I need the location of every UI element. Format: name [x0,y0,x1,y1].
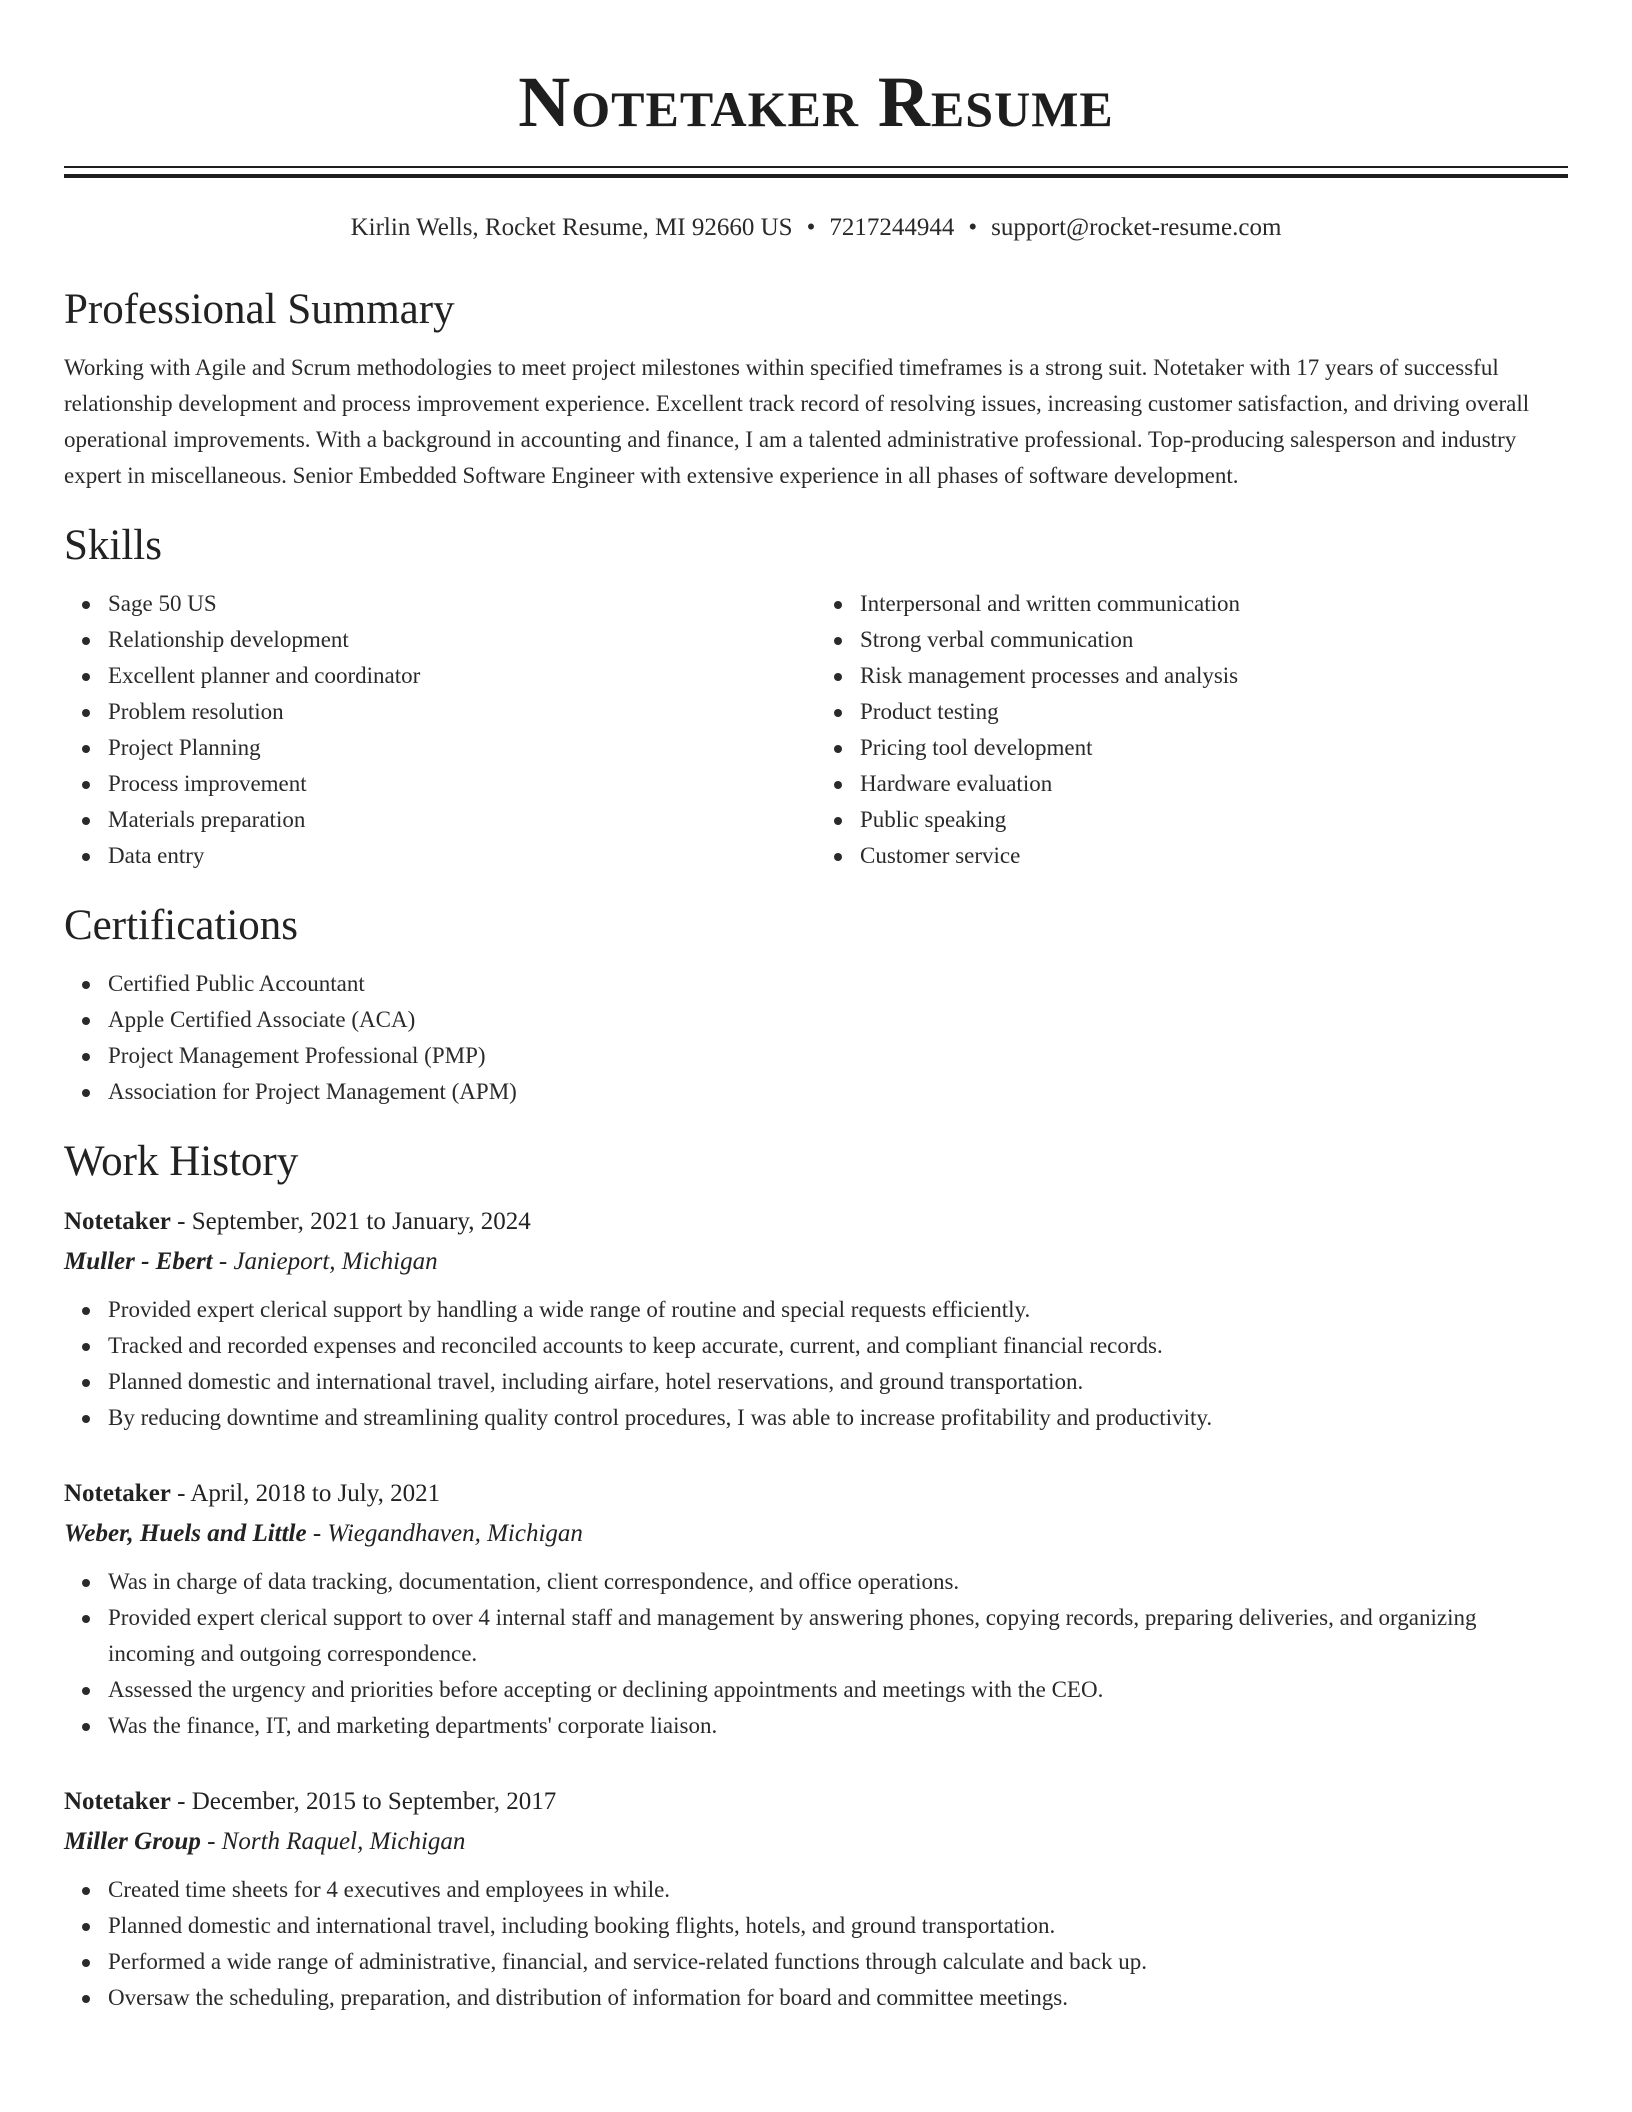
resume-title: Notetaker Resume [518,62,1114,142]
skills-columns [64,586,1568,874]
skills-list-left [64,586,816,874]
summary-heading: Professional Summary [64,286,455,333]
job-company-line [64,1242,1568,1282]
contact-line [64,212,1568,244]
title-divider-thick [64,174,1568,178]
skill-item: Materials preparation [108,802,816,838]
skill-item: Interpersonal and written communication [860,586,1568,622]
job-bullet: Planned domestic and international travel, including airfare, hotel reservations, and ground transportation. [108,1364,1568,1400]
contact-email: support@rocket-resume.com [991,214,1282,241]
skill-item: Strong verbal communication [860,622,1568,658]
certifications-list [64,966,1568,1110]
certification-item: Apple Certified Associate (ACA) [108,1002,1568,1038]
certification-item: Project Management Professional (PMP) [108,1038,1568,1074]
job-bullet: By reducing downtime and streamlining quality control procedures, I was able to increase profitability and productivity. [108,1400,1568,1436]
job-entry [64,1474,1568,1744]
job-bullet: Was in charge of data tracking, documentation, client correspondence, and office operations. [108,1564,1568,1600]
job-bullet: Performed a wide range of administrative, financial, and service-related functions through calculate and back up. [108,1944,1568,1980]
job-bullet: Created time sheets for 4 executives and employees in while. [108,1872,1568,1908]
title-divider-thin [64,166,1568,168]
contact-phone: 7217244944 [829,214,955,241]
job-bullets [64,1872,1568,2016]
certifications-heading: Certifications [64,902,299,949]
skill-item: Public speaking [860,802,1568,838]
contact-separator: • [806,214,816,241]
job-bullet: Was the finance, IT, and marketing departments' corporate liaison. [108,1708,1568,1744]
job-bullet: Tracked and recorded expenses and reconciled accounts to keep accurate, current, and compliant financial records. [108,1328,1568,1364]
skill-item: Risk management processes and analysis [860,658,1568,694]
job-company: Weber, Huels and Little [64,1520,307,1547]
job-title-line [64,1474,1568,1514]
job-company: Miller Group [64,1828,201,1855]
job-bullet: Assessed the urgency and priorities before accepting or declining appointments and meetings with the CEO. [108,1672,1568,1708]
job-title: Notetaker [64,1788,171,1815]
certification-item: Association for Project Management (APM) [108,1074,1568,1110]
skills-list-right [816,586,1568,874]
job-dates: - December, 2015 to September, 2017 [170,1788,557,1815]
skill-item: Process improvement [108,766,816,802]
job-title: Notetaker [64,1480,171,1507]
skill-item: Problem resolution [108,694,816,730]
skill-item: Product testing [860,694,1568,730]
job-entry [64,1202,1568,1436]
skill-item: Project Planning [108,730,816,766]
job-bullet: Oversaw the scheduling, preparation, and distribution of information for board and committee meetings. [108,1980,1568,2016]
contact-separator: • [968,214,978,241]
contact-address: Kirlin Wells, Rocket Resume, MI 92660 US [350,214,793,241]
job-company: Muller - Ebert [64,1248,213,1275]
skill-item: Hardware evaluation [860,766,1568,802]
job-title: Notetaker [64,1208,171,1235]
job-entry [64,1782,1568,2016]
summary-text: Working with Agile and Scrum methodologies to meet project milestones within specified timeframes is a strong suit. Notetaker with 17 years of successful relationship development and process improvement experience. Excellent track record of resolving issues, increasing customer satisfaction, and driving overall operational improvements. With a background in accounting and finance, I am a talented administrative professional. Top-producing salesperson and industry expert in miscellaneous. Senior Embedded Software Engineer with extensive experience in all phases of software development. [64,355,1530,488]
job-company-line [64,1822,1568,1862]
skill-item: Customer service [860,838,1568,874]
job-bullet: Planned domestic and international travel, including booking flights, hotels, and ground transportation. [108,1908,1568,1944]
job-bullet: Provided expert clerical support by handling a wide range of routine and special requests efficiently. [108,1292,1568,1328]
skill-item: Sage 50 US [108,586,816,622]
job-bullet: Provided expert clerical support to over 4 internal staff and management by answering phones, copying records, preparing deliveries, and organizing incoming and outgoing correspondence. [108,1600,1568,1672]
job-location: - Janieport, Michigan [212,1248,438,1275]
certification-item: Certified Public Accountant [108,966,1568,1002]
skills-heading: Skills [64,522,162,569]
resume-page [64,0,1568,2016]
skill-item: Data entry [108,838,816,874]
job-location: - North Raquel, Michigan [200,1828,466,1855]
skill-item: Excellent planner and coordinator [108,658,816,694]
job-dates: - September, 2021 to January, 2024 [170,1208,531,1235]
skill-item: Pricing tool development [860,730,1568,766]
job-title-line [64,1202,1568,1242]
skill-item: Relationship development [108,622,816,658]
job-bullets [64,1564,1568,1744]
job-company-line [64,1514,1568,1554]
job-dates: - April, 2018 to July, 2021 [170,1480,441,1507]
job-bullets [64,1292,1568,1436]
work-history-heading: Work History [64,1138,299,1185]
job-location: - Wiegandhaven, Michigan [306,1520,583,1547]
job-title-line [64,1782,1568,1822]
